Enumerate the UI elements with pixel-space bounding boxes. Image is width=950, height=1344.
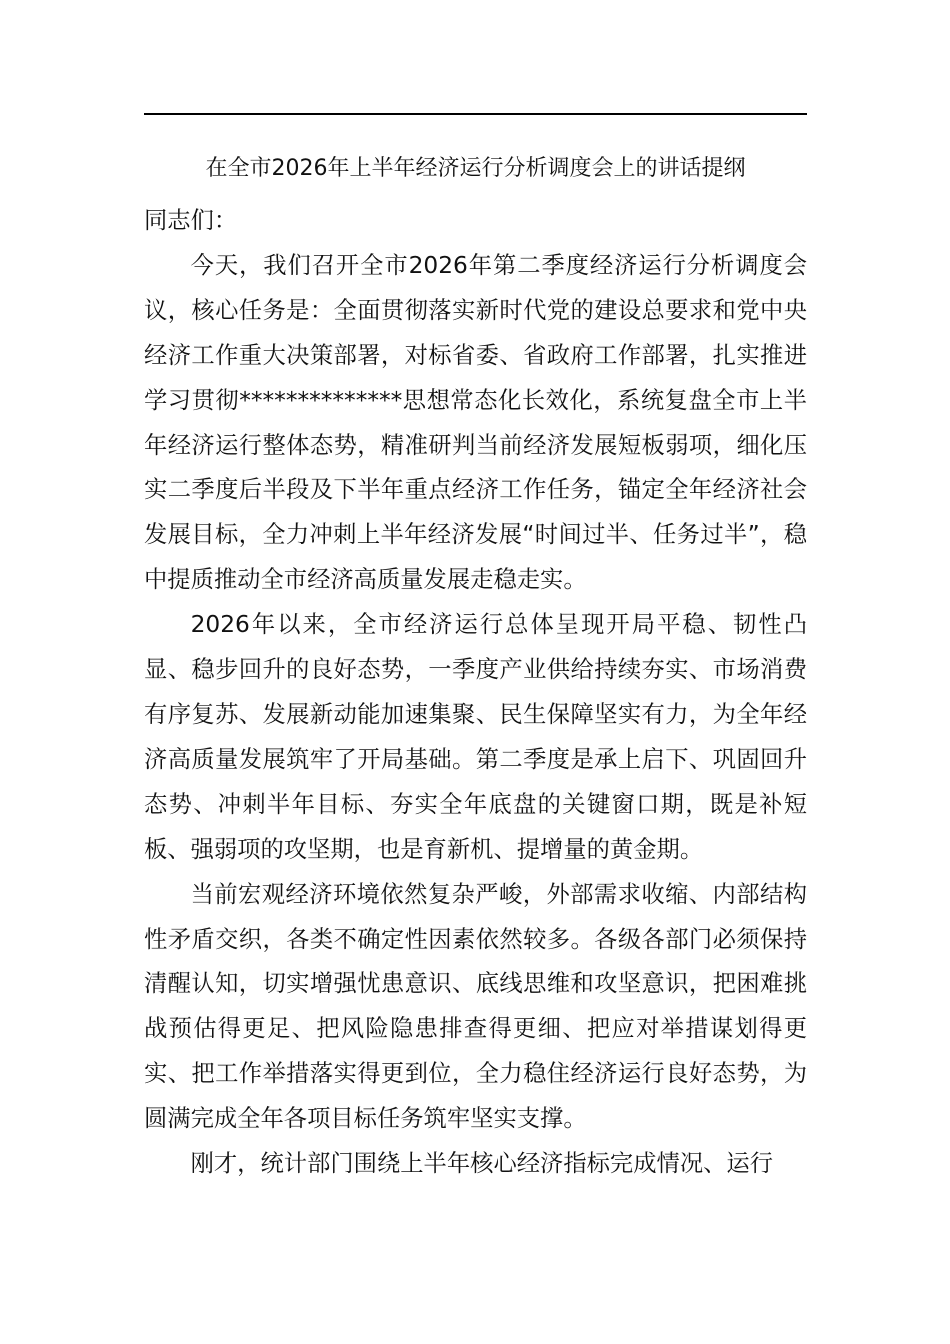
document-body — [144, 199, 807, 1187]
paragraph-4: 刚才，统计部门围绕上半年核心经济指标完成情况、运行 — [190, 1150, 774, 1178]
paragraph-2: 2026年以来，全市经济运行总体呈现开局平稳、韧性凸显、稳步回升的良好态势，一季度产业供给持续夯实、市场消费有序复苏、发展新动能加速集聚、民生保障坚实有力，为全年经济高质量发展筑牢了开局基础。第二季度是承上启下、巩固回升态势、冲刺半年目标、夯实全年底盘的关键窗口期，既是补短板、强弱项的攻坚期，也是育新机、提增量的黄金期。 — [144, 611, 807, 863]
document-title: 在全市2026年上半年经济运行分析调度会上的讲话提纲 — [205, 156, 746, 181]
paragraph-1: 今天，我们召开全市2026年第二季度经济运行分析调度会议，核心任务是：全面贯彻落实新时代党的建设总要求和党中央经济工作重大决策部署，对标省委、省政府工作部署，扎实推进学习贯彻**************思想常态化长效化，系统复盘全市上半年经济运行整体态势，精准研判当前经济发展短板弱项，细化压实二季度后半段及下半年重点经济工作任务，锚定全年经济社会发展目标，全力冲刺上半年经济发展“时间过半、任务过半”，稳中提质推动全市经济高质量发展走稳走实。 — [144, 251, 807, 594]
salutation: 同志们： — [144, 207, 238, 234]
header-rule — [144, 113, 807, 115]
paragraph-3: 当前宏观经济环境依然复杂严峻，外部需求收缩、内部结构性矛盾交织，各类不确定性因素依然较多。各级各部门必须保持清醒认知，切实增强忧患意识、底线思维和攻坚意识，把困难挑战预估得更足、把风险隐患排查得更细、把应对举措谋划得更实、把工作举措落实得更到位，全力稳住经济运行良好态势，为圆满完成全年各项目标任务筑牢坚实支撑。 — [144, 880, 807, 1133]
